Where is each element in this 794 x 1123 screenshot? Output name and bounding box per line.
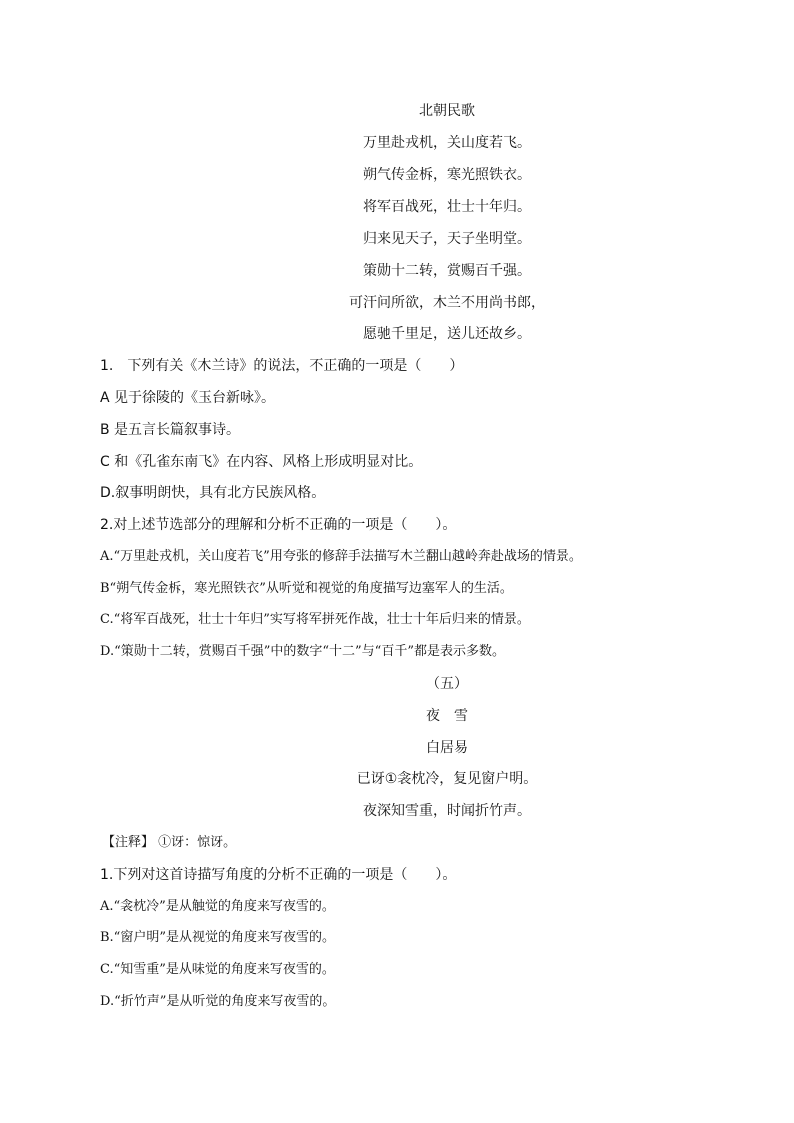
question-2-option-c: C.“将军百战死，壮士十年归”实写将军拼死作战，壮士十年后归来的情景。: [100, 612, 530, 627]
question-3-option-c: C.“知雪重”是从味觉的角度来写夜雪的。: [100, 962, 335, 977]
question-3-option-d: D.“折竹声”是从听觉的角度来写夜雪的。: [100, 994, 336, 1009]
question-2-stem: 2.对上述节选部分的理解和分析不正确的一项是（ ）。: [100, 517, 457, 533]
poem2-title: 夜 雪: [426, 708, 468, 724]
question-1-option-d: D.叙事明朗快，具有北方民族风格。: [100, 485, 326, 501]
poem1-title: 北朝民歌: [419, 103, 475, 119]
poem2-line-1: 已讶①衾枕冷，复见窗户明。: [356, 771, 538, 787]
poem1-line-5: 策勋十二转，赏赐百千强。: [363, 263, 531, 279]
poem1-line-4: 归来见天子，天子坐明堂。: [363, 231, 531, 247]
question-2-option-a: A.“万里赴戎机，关山度若飞”用夸张的修辞手法描写木兰翻山越岭奔赴战场的情景。: [100, 549, 582, 564]
section-heading: （五）: [426, 676, 468, 692]
poem1-line-3: 将军百战死，壮士十年归。: [363, 199, 531, 215]
poem2-author: 白居易: [426, 740, 468, 756]
question-1-option-c: C 和《孔雀东南飞》在内容、风格上形成明显对比。: [100, 454, 423, 470]
poem2-line-2: 夜深知雪重，时闻折竹声。: [363, 803, 531, 819]
question-2-option-b: B“朔气传金柝，寒光照铁衣”从听觉和视觉的角度描写边塞军人的生活。: [100, 581, 513, 596]
poem1-line-6: 可汗问所欲，木兰不用尚书郎，: [349, 295, 545, 311]
question-1-option-a: A 见于徐陵的《玉台新咏》。: [100, 390, 276, 406]
annotation-note: 【注释】 ①讶：惊讶。: [102, 835, 237, 850]
question-3-option-b: B.“窗户明”是从视觉的角度来写夜雪的。: [100, 930, 335, 945]
question-2-option-d: D.“策勋十二转，赏赐百千强”中的数字“十二”与“百千”都是表示多数。: [100, 644, 505, 659]
question-1-stem: 1. 下列有关《木兰诗》的说法，不正确的一项是（ ）: [100, 358, 464, 374]
poem1-line-2: 朔气传金柝，寒光照铁衣。: [363, 167, 531, 183]
question-1-option-b: B 是五言长篇叙事诗。: [100, 422, 241, 438]
question-3-stem: 1.下列对这首诗描写角度的分析不正确的一项是（ ）。: [100, 867, 457, 883]
poem1-line-1: 万里赴戎机，关山度若飞。: [363, 135, 531, 151]
poem1-line-7: 愿驰千里足，送儿还故乡。: [363, 326, 531, 342]
question-3-option-a: A.“衾枕冷”是从触觉的角度来写夜雪的。: [100, 899, 335, 914]
